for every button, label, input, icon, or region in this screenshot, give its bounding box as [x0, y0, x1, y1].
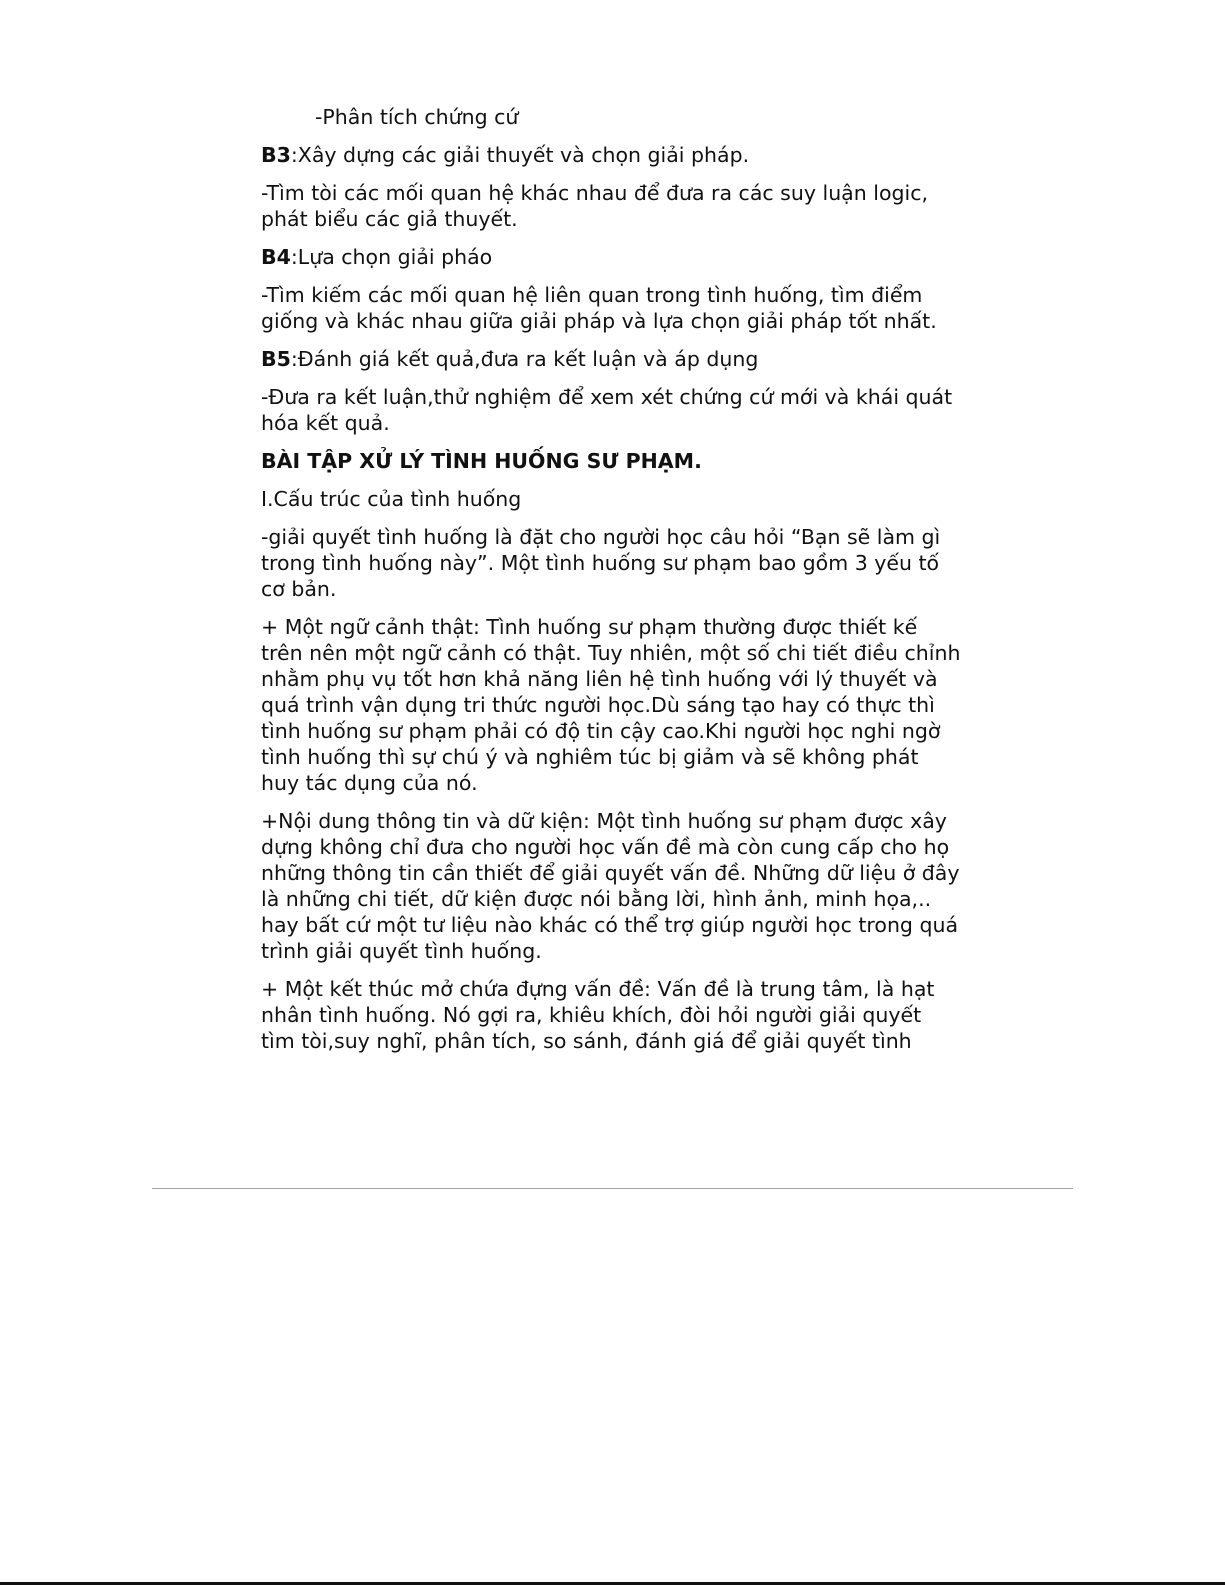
paragraph-b5-detail: -Đưa ra kết luận,thử nghiệm để xem xét chứng cứ mới và khái quát hóa kết quả.	[261, 385, 953, 435]
paragraph-b3-detail: -Tìm tòi các mối quan hệ khác nhau để đưa ra các suy luận logic, phát biểu các giả thuyết.	[261, 181, 928, 231]
page-divider	[152, 1188, 1073, 1189]
paragraph-b4-detail: -Tìm kiếm các mối quan hệ liên quan trong tình huống, tìm điểm giống và khác nhau giữa giải pháp và lựa chọn giải pháp tốt nhất.	[261, 283, 937, 333]
step-b3	[261, 142, 961, 168]
step-b4	[261, 244, 961, 270]
step-b5-text: :Đánh giá kết quả,đưa ra kết luận và áp dụng	[290, 347, 759, 371]
step-b5-label: B5	[261, 347, 291, 371]
step-b3-text: :Xây dựng các giải thuyết và chọn giải pháp.	[290, 143, 750, 167]
paragraph-structure-intro: -giải quyết tình huống là đặt cho người học câu hỏi “Bạn sẽ làm gì trong tình huống này”. Một tình huống sư phạm bao gồm 3 yếu tố cơ bản.	[261, 525, 941, 601]
step-b3-label: B3	[261, 143, 291, 167]
document-body	[261, 104, 961, 1066]
step-b4-label: B4	[261, 245, 291, 269]
subsection-title: I.Cấu trúc của tình huống	[261, 487, 522, 511]
step-b5	[261, 346, 961, 372]
paragraph-real-context: + Một ngữ cảnh thật: Tình huống sư phạm thường được thiết kế trên nên một ngữ cảnh có thật. Tuy nhiên, một số chi tiết điều chỉnh nhằm phụ vụ tốt hơn khả năng liên hệ tình huống với lý thuyết và quá trình vận dụng tri thức người học.Dù sáng tạo hay có thực thì tình huống sư phạm phải có độ tin cậy cao.Khi người học nghi ngờ tình huống thì sự chú ý và nghiêm túc bị giảm và sẽ không phát huy tác dụng của nó.	[261, 615, 961, 795]
paragraph-analyze-evidence: -Phân tích chứng cứ	[315, 105, 519, 129]
step-b4-text: :Lựa chọn giải pháo	[290, 245, 493, 269]
section-heading: BÀI TẬP XỬ LÝ TÌNH HUỐNG SƯ PHẠM.	[261, 449, 702, 473]
paragraph-content-data: +Nội dung thông tin và dữ kiện: Một tình huống sư phạm được xây dựng không chỉ đưa cho người học vấn đề mà còn cung cấp cho họ những thông tin cần thiết để giải quyết vấn đề. Những dữ liệu ở đây là những chi tiết, dữ kiện được nói bằng lời, hình ảnh, minh họa,.. hay bất cứ một tư liệu nào khác có thể trợ giúp người học trong quá trình giải quyết tình huống.	[261, 809, 960, 963]
paragraph-open-ending: + Một kết thúc mở chứa đựng vấn đề: Vấn đề là trung tâm, là hạt nhân tình huống. Nó gợi ra, khiêu khích, đòi hỏi người giải quyết tìm tòi,suy nghĩ, phân tích, so sánh, đánh giá để giải quyết tình	[261, 977, 935, 1053]
